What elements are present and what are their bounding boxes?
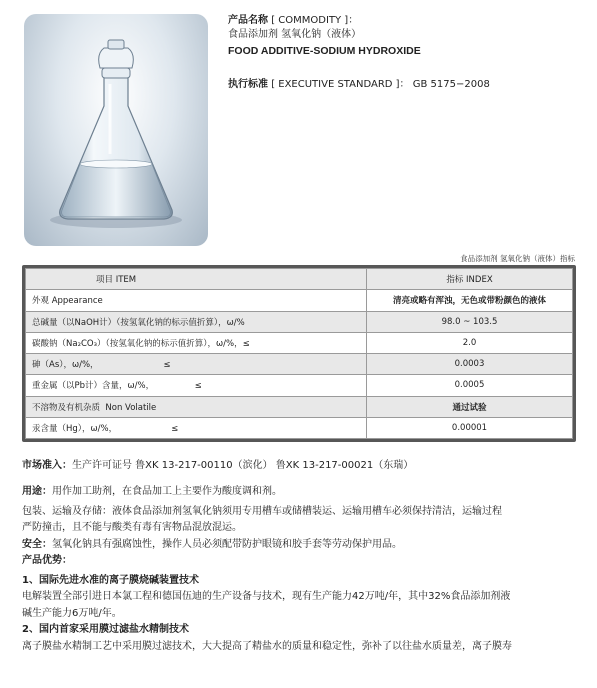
standard-label-en: [ EXECUTIVE STANDARD ]： [271, 79, 410, 90]
row-value: 0.0003 [367, 354, 573, 375]
row-value: 通过试验 [367, 396, 573, 417]
row-value: 清亮或略有浑浊，无色或带粉颜色的液体 [367, 290, 573, 311]
market-text: 生产许可证号 鲁XK 13-217-00110（滨化） 鲁XK 13-217-00021（东瑞） [72, 460, 414, 471]
usage-text: 用作加工助剂，在食品加工上主要作为酸度调和剂。 [52, 486, 282, 497]
row-value: 0.00001 [367, 417, 573, 438]
standard-label: 执行标准 [228, 79, 268, 90]
row-item: 总碱量（以NaOH计）（按氢氧化钠的标示值折算），ω/% [26, 311, 367, 332]
table-row [26, 375, 573, 396]
product-info [228, 14, 588, 92]
row-value: 2.0 [367, 332, 573, 353]
usage-paragraph [22, 484, 582, 501]
table-row [26, 332, 573, 353]
product-name-label: 产品名称 [228, 15, 268, 26]
table-header-row [26, 269, 573, 290]
table-row [26, 396, 573, 417]
advantages-title: 产品优势： [22, 555, 72, 566]
row-item: 重金属（以Pb计）含量，ω/%， ≤ [26, 375, 367, 396]
table-row [26, 354, 573, 375]
row-item: 外观 Appearance [26, 290, 367, 311]
advantage-1-title: 1、国际先进水准的离子膜烧碱装置技术 [22, 574, 199, 586]
advantage-2-title: 2、国内首家采用膜过滤盐水精制技术 [22, 624, 189, 635]
row-value: 0.0005 [367, 375, 573, 396]
standard-value: GB 5175−2008 [412, 79, 490, 90]
usage-label: 用途： [22, 486, 52, 497]
advantage-1-line-1: 电解装置全部引进日本氯工程和德国伍迪的生产设备与技术，现有生产能力42万吨/年，其中32%食品添加剂液 [22, 591, 511, 602]
market-access [22, 456, 413, 471]
row-item: 汞含量（Hg），ω/%， ≤ [26, 417, 367, 438]
product-photo [24, 14, 208, 246]
header-index: 指标 INDEX [367, 269, 573, 290]
safety-text: 氢氧化钠具有强腐蚀性，操作人员必须配带防护眼镜和胶手套等劳动保护用品。 [52, 538, 402, 550]
packaging-line-1: 包装、运输及存储：液体食品添加剂氢氧化钠须用专用槽车或储槽装运、运输用槽车必须保持清洁，运输过程 [22, 505, 502, 517]
spec-table-frame [22, 265, 576, 442]
market-label: 市场准入： [22, 460, 72, 471]
advantage-1-line-2: 碱生产能力6万吨/年。 [22, 607, 122, 619]
row-value: 98.0 ~ 103.5 [367, 311, 573, 332]
table-row [26, 417, 573, 438]
product-name-en: FOOD ADDITIVE-SODIUM HYDROXIDE [228, 45, 421, 57]
description [22, 484, 582, 655]
spec-table [25, 268, 573, 439]
row-item: 碳酸钠（Na₂CO₃）（按氢氧化钠的标示值折算），ω/%，≤ [26, 332, 367, 353]
header-item: 项目 ITEM [26, 269, 367, 290]
standard-row [228, 78, 588, 92]
packaging-line-2: 严防撞击，且不能与酸类有毒有害物品混放混运。 [22, 522, 242, 533]
product-name-row [228, 14, 588, 28]
product-name-label-en: [ COMMODITY ]： [271, 15, 359, 26]
product-name-cn: 食品添加剂 氢氧化钠（液体） [228, 29, 362, 40]
table-caption: 食品添加剂 氢氧化钠（液体）指标 [460, 254, 575, 263]
flask-image [24, 14, 208, 246]
table-row [26, 290, 573, 311]
row-item: 不溶物及有机杂质 Non Volatile [26, 396, 367, 417]
safety-paragraph [22, 537, 582, 554]
advantage-2-line-1: 离子膜盐水精制工艺中采用膜过滤技术，大大提高了精盐水的质量和稳定性，弥补了以往盐水质量差，离子膜寿 [22, 640, 512, 652]
table-row [26, 311, 573, 332]
row-item: 砷（As），ω/%， ≤ [26, 354, 367, 375]
safety-label: 安全： [22, 538, 52, 550]
